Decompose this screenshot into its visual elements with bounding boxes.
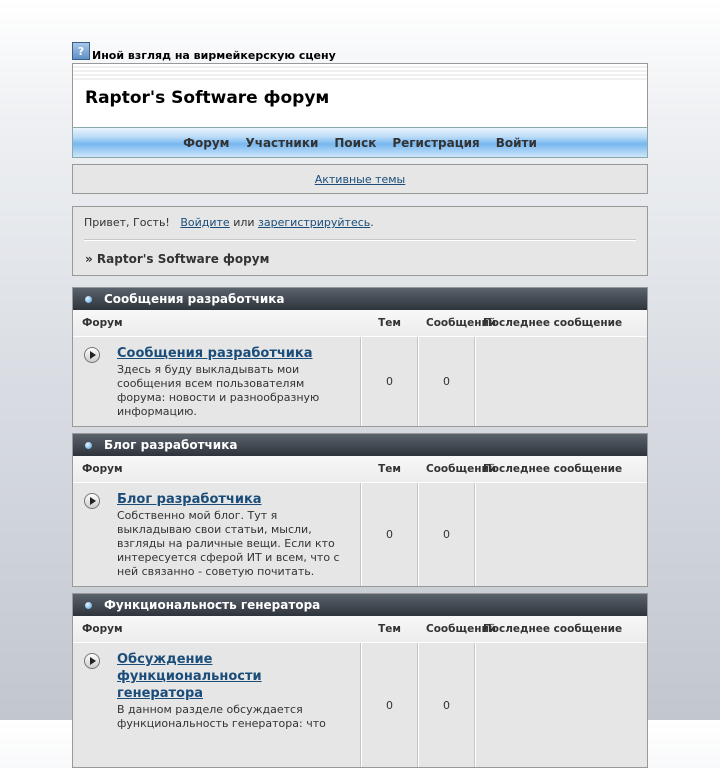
topics-count: 0 xyxy=(361,483,418,586)
bullet-icon xyxy=(85,442,92,449)
forum-cell xyxy=(73,483,361,586)
forum-row xyxy=(73,336,647,426)
col-posts: Сообщений xyxy=(426,317,497,329)
period: . xyxy=(370,216,374,229)
bullet-icon xyxy=(85,602,92,609)
category-title: Функциональность генератора xyxy=(104,598,321,612)
or-text: или xyxy=(233,216,255,229)
play-icon[interactable] xyxy=(84,493,100,509)
col-forum: Форум xyxy=(82,623,123,635)
topics-count: 0 xyxy=(361,643,418,767)
welcome-text xyxy=(84,216,374,229)
forum-info xyxy=(117,345,345,418)
active-topics-bar xyxy=(72,164,648,194)
column-headers xyxy=(73,456,647,482)
login-link[interactable]: Войдите xyxy=(180,216,230,229)
col-topics: Тем xyxy=(378,463,401,475)
forum-info xyxy=(117,491,345,578)
last-post xyxy=(475,643,647,767)
topics-count: 0 xyxy=(361,337,418,426)
category-block xyxy=(72,593,648,768)
posts-count: 0 xyxy=(418,643,475,767)
col-last-post: Последнее сообщение xyxy=(483,623,623,635)
site-header xyxy=(72,63,648,127)
top-line xyxy=(72,40,648,62)
col-last-post: Последнее сообщение xyxy=(483,463,623,475)
nav-forum[interactable]: Форум xyxy=(183,135,230,150)
col-posts: Сообщений xyxy=(426,623,497,635)
col-forum: Форум xyxy=(82,317,123,329)
column-headers xyxy=(73,616,647,642)
site-title: Raptor's Software форум xyxy=(85,88,330,108)
breadcrumb: » Raptor's Software форум xyxy=(85,252,270,266)
nav-search[interactable]: Поиск xyxy=(334,135,377,150)
forum-row xyxy=(73,482,647,586)
category-block xyxy=(72,287,648,427)
column-headers xyxy=(73,310,647,336)
forum-cell xyxy=(73,337,361,426)
nav-register[interactable]: Регистрация xyxy=(392,135,480,150)
category-title: Сообщения разработчика xyxy=(104,292,285,306)
bullet-icon xyxy=(85,296,92,303)
page-wrapper xyxy=(72,40,648,768)
register-link[interactable]: зарегистрируйтесь xyxy=(258,216,371,229)
forum-description: Здесь я буду выкладывать мои сообщения всем пользователям форума: новости и разнообразную информацию. xyxy=(117,363,320,418)
posts-count: 0 xyxy=(418,483,475,586)
col-topics: Тем xyxy=(378,623,401,635)
help-icon[interactable]: ? xyxy=(72,42,90,60)
forum-row xyxy=(73,642,647,767)
play-icon[interactable] xyxy=(84,653,100,669)
category-block xyxy=(72,433,648,587)
col-last-post: Последнее сообщение xyxy=(483,317,623,329)
forum-title-link[interactable]: Сообщения разработчика xyxy=(117,346,313,361)
col-topics: Тем xyxy=(378,317,401,329)
welcome-box xyxy=(72,206,648,276)
divider xyxy=(84,239,636,241)
category-header xyxy=(73,594,647,616)
play-icon[interactable] xyxy=(84,347,100,363)
site-tagline: Иной взгляд на вирмейкерскую сцену xyxy=(92,49,336,62)
last-post xyxy=(475,483,647,586)
forum-description: Собственно мой блог. Тут я выкладываю свои статьи, мысли, взгляды на раличные вещи. Если кто интересуется сферой ИТ и всем, что с ней связанно - советую почитать. xyxy=(117,509,340,578)
col-posts: Сообщений xyxy=(426,463,497,475)
nav-login[interactable]: Войти xyxy=(495,135,537,150)
category-header xyxy=(73,434,647,456)
forum-info xyxy=(117,651,345,759)
greeting: Привет, Гость! xyxy=(84,216,170,229)
nav-users[interactable]: Участники xyxy=(245,135,319,150)
category-title: Блог разработчика xyxy=(104,438,238,452)
col-forum: Форум xyxy=(82,463,123,475)
main-nav xyxy=(72,127,648,158)
last-post xyxy=(475,337,647,426)
forum-description: В данном разделе обсуждается функциональность генератора: что xyxy=(117,703,326,730)
forum-cell xyxy=(73,643,361,767)
forum-title-link[interactable]: Блог разработчика xyxy=(117,492,262,507)
active-topics-link[interactable]: Активные темы xyxy=(314,172,406,186)
posts-count: 0 xyxy=(418,337,475,426)
category-header xyxy=(73,288,647,310)
forum-title-link[interactable]: Обсуждение функциональности генератора xyxy=(117,652,262,701)
